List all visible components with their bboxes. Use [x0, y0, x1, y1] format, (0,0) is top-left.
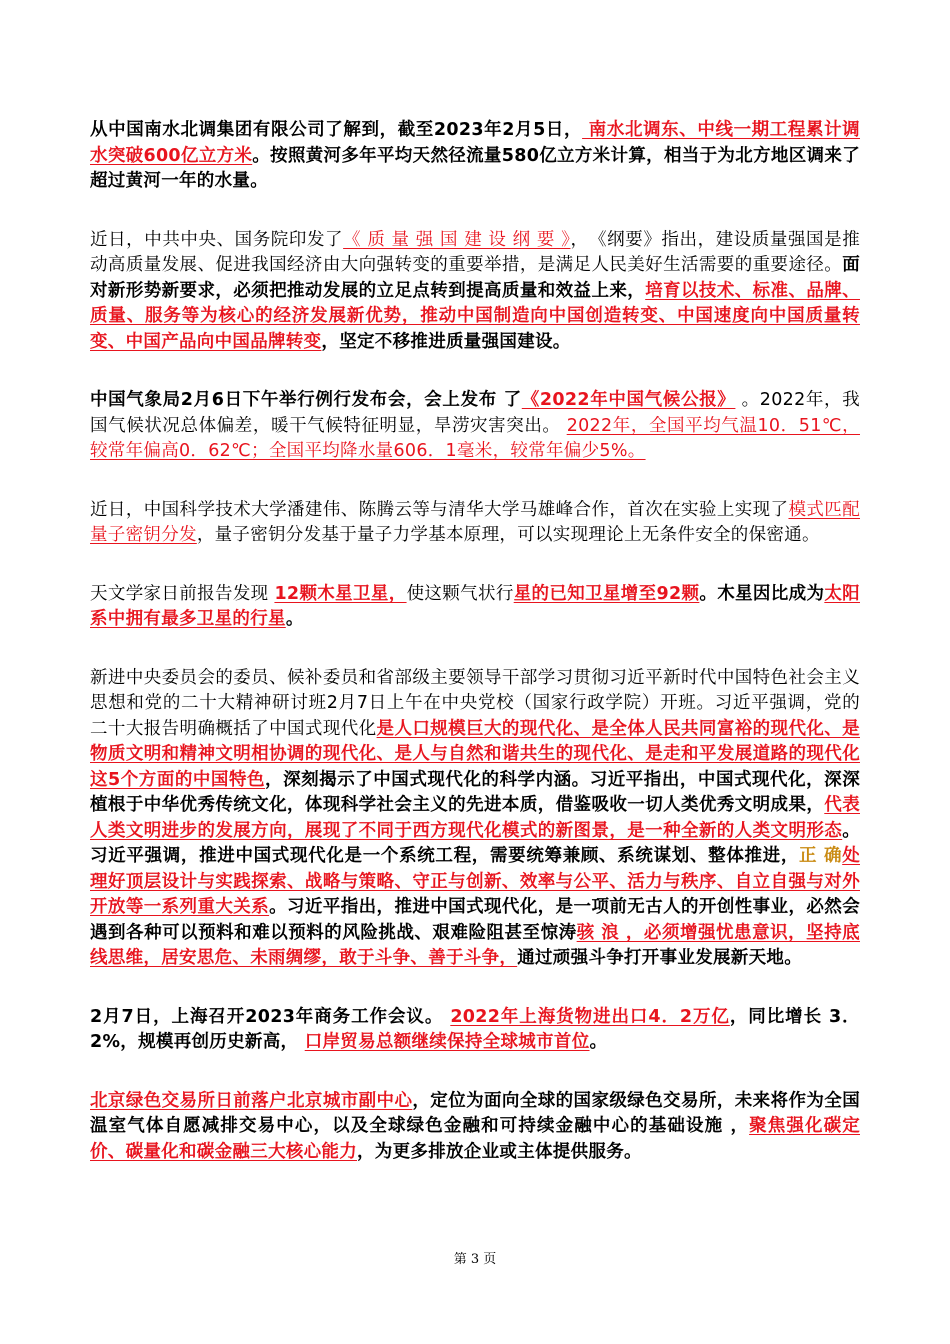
news-paragraph	[90, 582, 860, 633]
paragraph-text: 近日，中共中央、国务院印发了	[90, 229, 344, 250]
paragraph-text: 。习近平指出，推进中国式现代化，是一项前无古人的开创性事业，必然会遇到各种可以预料和难以预料的风险挑战、艰难险阻甚至惊涛	[90, 897, 860, 943]
news-paragraph	[90, 1089, 860, 1166]
news-paragraph	[90, 666, 860, 972]
paragraph-text: 。2022年，我国气候状况总体偏差，暖干气候特征明显，旱涝灾害突出。	[90, 390, 860, 436]
paragraph-text: 新进中央委员会的委员、候补委员和省部级主要领导干部学习贯彻习近平新时代中国特色社会主义思想和党的二十大精神研讨班2月7日上午在中央党校（国家行政学院）开班。习近平强调，党的二十大报告明确概括了中国式现代化	[90, 667, 860, 739]
highlighted-text: 太阳系中拥有最多卫星的行星	[90, 583, 860, 629]
news-paragraph	[90, 1005, 860, 1056]
highlighted-text: 12颗木星卫星，	[274, 583, 407, 604]
document-body	[90, 118, 860, 1198]
paragraph-text: 通过顽强斗争打开事业发展新天地。	[517, 948, 803, 968]
news-paragraph	[90, 228, 860, 356]
news-paragraph	[90, 118, 860, 195]
highlighted-text: 2022年，全国平均气温10．51℃，较常年偏高0．62℃；全国平均降水量606．1毫米，较常年偏少5%。	[90, 415, 860, 461]
paragraph-text: ，量子密钥分发基于量子力学基本原理，可以实现理论上无条件安全的保密通。	[196, 525, 820, 545]
paragraph-text: 中国气象局2月6日下午举行例行发布会，会上发布 了	[90, 390, 522, 410]
paragraph-text: ， 《纲要》指出，建设质量强国是推动高质量发展、促进我国经济由大向强转变的重要举措，是满足人民美好生活需要的重要途径。	[90, 229, 861, 275]
paragraph-text: 。	[589, 1032, 608, 1052]
highlighted-text: 星的已知卫星增至92颗	[513, 583, 700, 604]
highlighted-text: 模式匹配量子密钥分发	[90, 499, 860, 545]
page-number: 第 3 页	[453, 1252, 497, 1267]
highlighted-text: 口岸贸易总额继续保持全球城市首位	[304, 1032, 590, 1052]
paragraph-text: ，坚定不移推进质量强国建设。	[321, 331, 571, 352]
highlighted-text: 是人口规模巨大的现代化、是全体人民共同富裕的现代化、是物质文明和精神文明相协调的现代化、是人与自然和谐共生的现代化、是走和平发展道路的现代化这5个方面的中国特色	[90, 718, 860, 790]
highlighted-text: 培育以技术、标准、品牌、质量、服务等为核心的经济发展新优势，推动中国制造向中国创造转变、中国速度向中国质量转变、中国产品向中国品牌转变	[90, 280, 860, 352]
highlighted-text: 骇 浪 ，必须增强忧患意识，坚持底线思维，居安思危、未雨绸缪，敢于斗争、善于斗争，	[90, 922, 860, 968]
paragraph-text: ，为更多排放企业或主体提供服务。	[357, 1141, 642, 1162]
news-paragraph	[90, 498, 860, 549]
paragraph-text: ，定位为面向全球的国家级绿色交易所，未来将作为全国温室气体自愿减排交易中心，以及全球绿色金融和可持续金融中心的基础设施 ，	[90, 1090, 860, 1136]
paragraph-text: 。按照黄河多年平均天然径流量580亿立方米计算，相当于为北方地区调来了超过黄河一年的水量。	[90, 145, 860, 191]
paragraph-text: 天文学家日前报告发现	[90, 583, 275, 604]
paragraph-text: 。木星因比成为	[699, 583, 825, 604]
highlighted-text: 北京绿色交易所日前落户北京城市副中心	[90, 1090, 413, 1111]
highlighted-text: 《 质 量 强 国 建 设 纲 要 》	[343, 229, 571, 250]
paragraph-text: 正 确	[799, 846, 843, 866]
highlighted-text: 聚焦强化碳定价、碳量化和碳金融三大核心能力	[90, 1116, 860, 1162]
paragraph-text: ，深刻揭示了中国式现代化的科学内涵。习近平指出，中国式现代化，深深植根于中华优秀传统文化，体现科学社会主义的先进本质，借鉴吸收一切人类优秀文明成果，	[90, 769, 860, 815]
paragraph-text: 。	[285, 609, 304, 629]
paragraph-text: 从中国南水北调集团有限公司了解到，截至2023年2月5日，	[90, 120, 583, 140]
highlighted-text: 代表人类文明进步的发展方向，展现了不同于西方现代化模式的新图景，是一种全新的人类文明形态	[90, 795, 860, 841]
paragraph-text: 。习近平强调，推进中国式现代化是一个系统工程，需要统筹兼顾、系统谋划、整体推进，	[90, 820, 860, 866]
highlighted-text: 2022年上海货物进出口4．2万亿	[450, 1006, 730, 1027]
paragraph-text: 面对新形势新要求，必须把推动发展的立足点转到提高质量和效益上来，	[90, 255, 860, 301]
paragraph-text: 2月7日，上海召开2023年商务工作会议。	[90, 1006, 451, 1027]
highlighted-text: 南水北调东、中线一期工程累计调水突破600亿立方米	[90, 120, 860, 166]
paragraph-text: ，同比增长 3．2%，规模再创历史新高，	[90, 1006, 860, 1052]
paragraph-text: 近日，中国科学技术大学潘建伟、陈腾云等与清华大学马雄峰合作，首次在实验上实现了	[90, 499, 789, 520]
highlighted-text: 处理好顶层设计与实践探索、战略与策略、守正与创新、效率与公平、活力与秩序、自立自强与对外开放等一系列重大关系	[90, 846, 860, 917]
news-paragraph	[90, 388, 860, 465]
paragraph-text: 使这颗气状行	[406, 583, 514, 604]
highlighted-text: 《2022年中国气候公报》	[521, 390, 736, 410]
